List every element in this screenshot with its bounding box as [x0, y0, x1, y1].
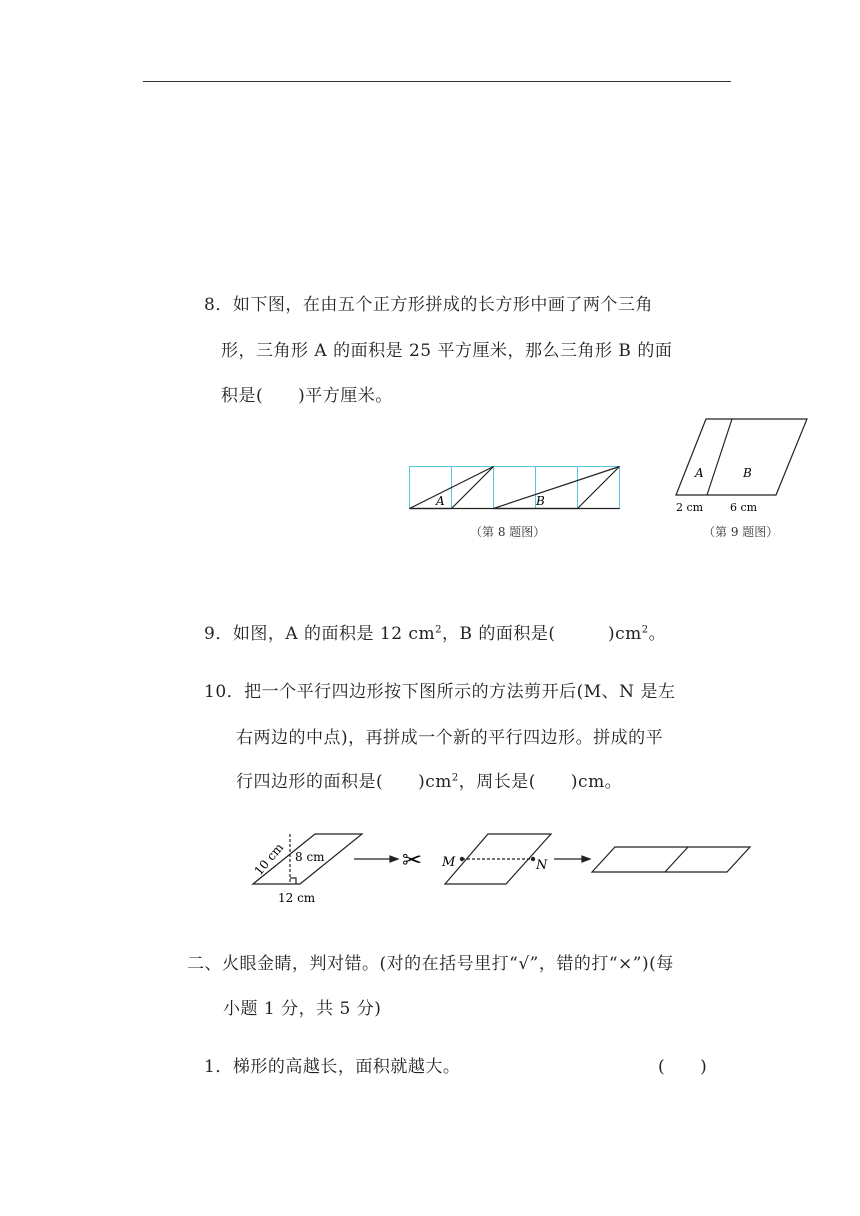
q9-sup-2: 2 — [641, 624, 649, 636]
q10-line-3-b: ，周长是( )cm。 — [458, 772, 623, 792]
q9-dim-b: 6 cm — [730, 501, 758, 514]
triangle-b — [494, 467, 620, 509]
q9-sup-1: 2 — [435, 624, 442, 636]
q10-height-label: 8 cm — [295, 850, 325, 864]
judge-1-paren[interactable]: ( ) — [658, 1057, 708, 1077]
q10-line-3 — [236, 770, 622, 794]
q9-divider — [707, 419, 732, 495]
q9-dim-a: 2 cm — [676, 501, 704, 514]
q9-figure — [675, 418, 809, 518]
judge-1-text: 1．梯形的高越长，面积就越大。 — [204, 1057, 461, 1077]
q8-line-1: 8．如下图，在由五个正方形拼成的长方形中画了两个三角 — [204, 295, 653, 315]
point-n — [531, 857, 535, 861]
q8-line-3: 积是( )平方厘米。 — [221, 386, 393, 406]
q10-line-1: 10．把一个平行四边形按下图所示的方法剪开后(M、N 是左 — [204, 682, 676, 702]
q10-parallelogram-new — [592, 847, 750, 872]
scissors-icon: ✂ — [402, 846, 423, 874]
q10-arrowhead-1 — [390, 856, 398, 862]
section-2-line-1: 二、火眼金睛，判对错。(对的在括号里打“√”，错的打“×”)(每 — [187, 954, 674, 974]
point-m — [460, 857, 464, 861]
q10-right-angle-mark — [290, 878, 296, 884]
header-rule — [143, 81, 731, 82]
q9-caption: （第 9 题图） — [703, 525, 779, 539]
q9-text-after: 。 — [648, 624, 667, 644]
q9-line — [204, 622, 666, 646]
q10-join-line — [665, 847, 688, 872]
q9-text-mid: ，B 的面积是( )cm — [441, 624, 642, 644]
q10-figure — [240, 826, 754, 910]
q9-text-before: 9．如图，A 的面积是 12 cm — [204, 624, 436, 644]
q8-label-a: A — [436, 494, 445, 508]
q9-label-b: B — [743, 466, 752, 480]
q10-side-label: 10 cm — [251, 840, 287, 878]
section-2-line-2: 小题 1 分，共 5 分) — [223, 999, 382, 1019]
q10-label-m: M — [442, 855, 456, 870]
q10-label-n: N — [536, 858, 548, 873]
q10-line-3-sup: 2 — [451, 772, 459, 784]
q10-line-3-a: 行四边形的面积是( )cm — [236, 772, 452, 792]
q10-arrowhead-2 — [582, 856, 590, 862]
q9-parallelogram — [676, 419, 807, 495]
q8-caption: （第 8 题图） — [470, 525, 546, 539]
q8-line-2: 形，三角形 A 的面积是 25 平方厘米，那么三角形 B 的面 — [221, 341, 673, 361]
q10-line-2: 右两边的中点)，再拼成一个新的平行四边形。拼成的平 — [236, 728, 664, 748]
q10-base-label: 12 cm — [278, 891, 316, 905]
q8-label-b: B — [536, 494, 545, 508]
q8-figure — [408, 465, 624, 513]
q9-label-a: A — [695, 466, 704, 480]
